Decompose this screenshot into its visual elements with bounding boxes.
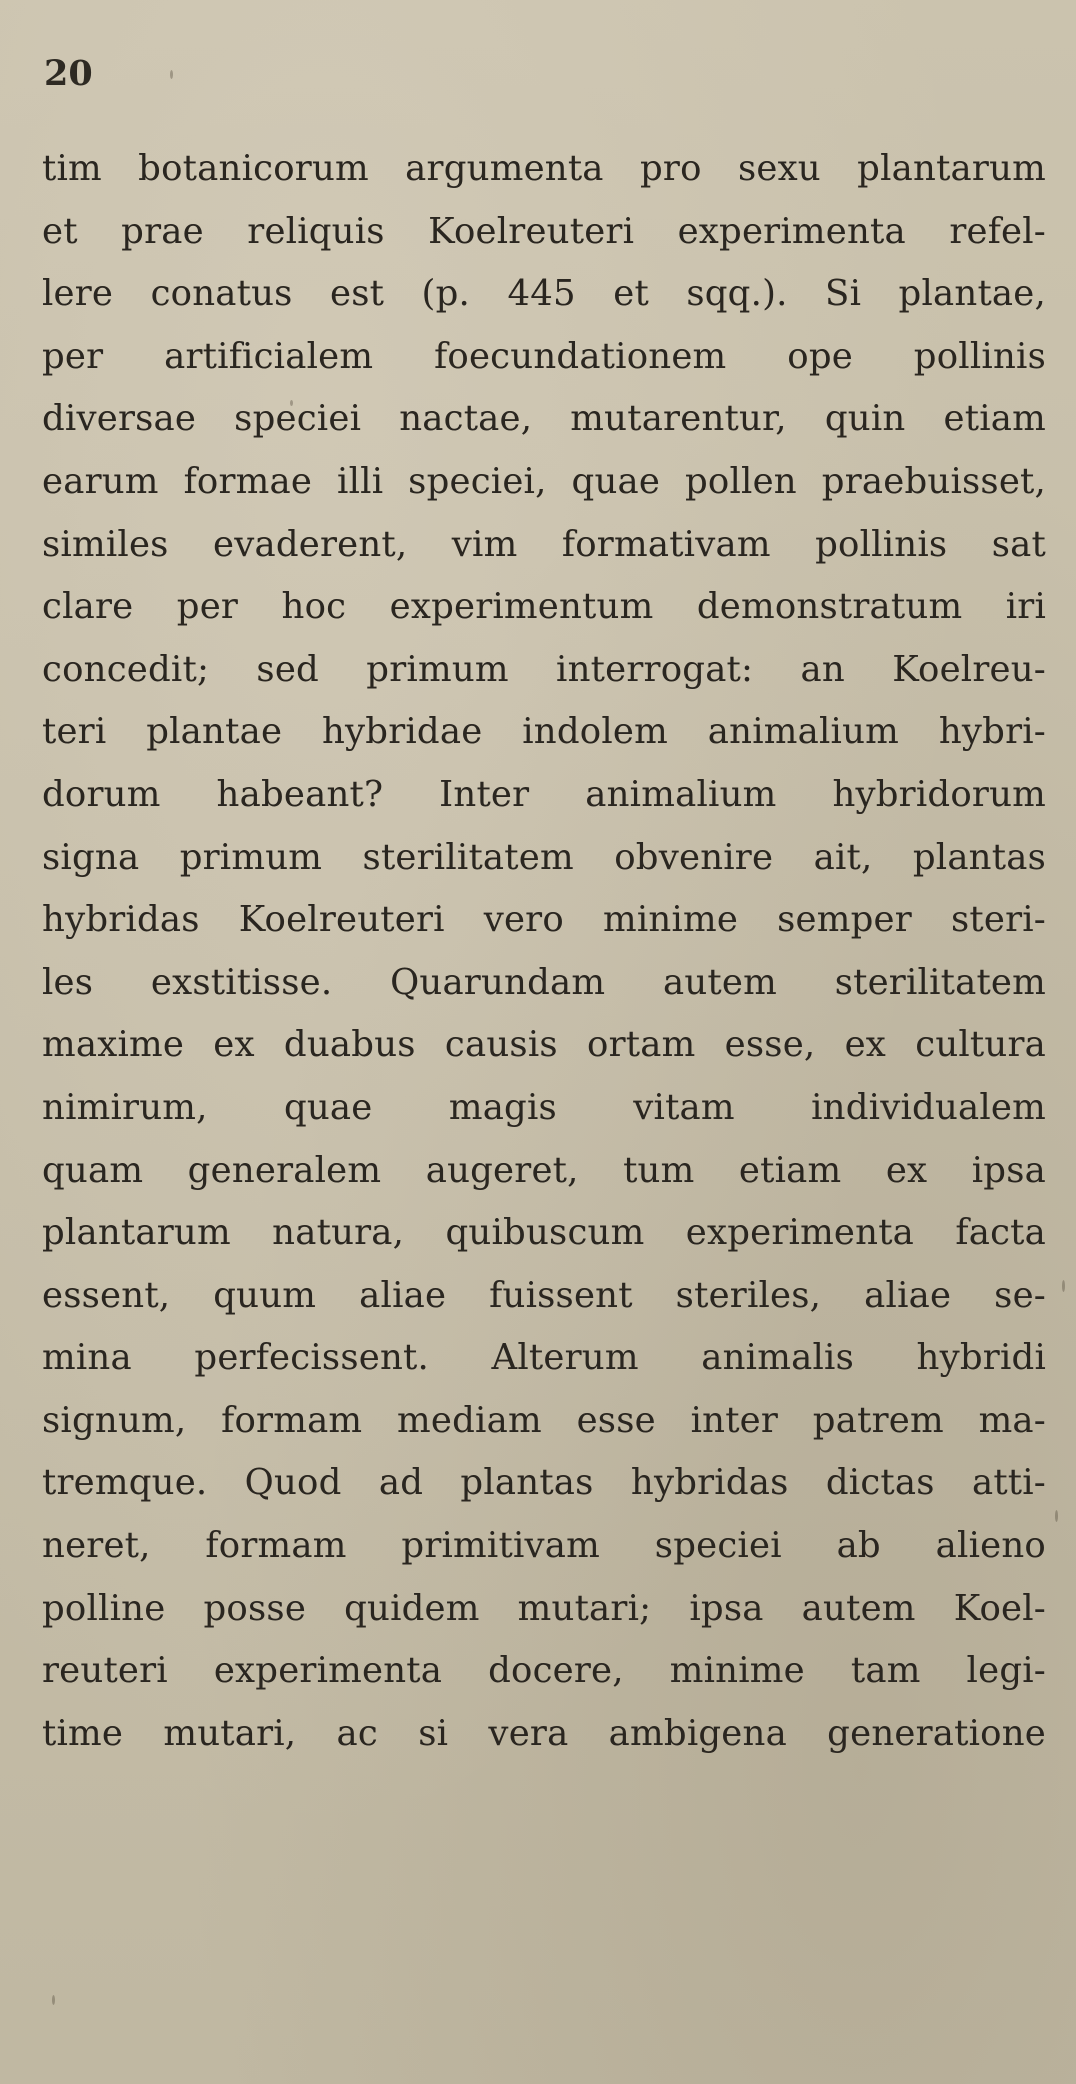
text-line: signa primum sterilitatem obvenire ait, plantas bbox=[42, 836, 1046, 878]
text-line: similes evaderent, vim formativam pollinis sat bbox=[42, 523, 1046, 565]
text-line: et prae reliquis Koelreuteri experimenta refel- bbox=[42, 210, 1046, 252]
text-line: quam generalem augeret, tum etiam ex ipsa bbox=[42, 1149, 1046, 1191]
paper-speck bbox=[1062, 1280, 1065, 1292]
text-line: reuteri experimenta docere, minime tam legi- bbox=[42, 1650, 1046, 1692]
text-line: maxime ex duabus causis ortam esse, ex cultura bbox=[42, 1024, 1046, 1066]
paper-speck bbox=[52, 1995, 55, 2005]
paper-speck bbox=[290, 400, 293, 406]
text-line: hybridas Koelreuteri vero minime semper steri- bbox=[42, 899, 1046, 941]
text-line: nimirum, quae magis vitam individualem bbox=[42, 1086, 1046, 1128]
text-line: polline posse quidem mutari; ipsa autem Koel- bbox=[42, 1587, 1046, 1629]
paper-speck bbox=[170, 70, 173, 79]
text-line: lere conatus est (p. 445 et sqq.). Si plantae, bbox=[42, 273, 1046, 315]
paper-speck bbox=[1055, 1510, 1058, 1522]
text-line: clare per hoc experimentum demonstratum iri bbox=[42, 586, 1046, 628]
text-line: tremque. Quod ad plantas hybridas dictas atti- bbox=[42, 1462, 1046, 1504]
text-line: signum, formam mediam esse inter patrem ma- bbox=[42, 1399, 1046, 1441]
page-number: 20 bbox=[44, 53, 93, 94]
text-line: essent, quum aliae fuissent steriles, aliae se- bbox=[42, 1274, 1046, 1316]
text-line: time mutari, ac si vera ambigena generatione bbox=[42, 1712, 1046, 1754]
text-line: neret, formam primitivam speciei ab alieno bbox=[42, 1525, 1046, 1567]
text-line: diversae speciei nactae, mutarentur, quin etiam bbox=[42, 398, 1046, 440]
text-line: teri plantae hybridae indolem animalium hybri- bbox=[42, 711, 1046, 753]
text-line: dorum habeant? Inter animalium hybridorum bbox=[42, 773, 1046, 815]
text-line: concedit; sed primum interrogat: an Koelreu- bbox=[42, 648, 1046, 690]
text-line: les exstitisse. Quarundam autem sterilitatem bbox=[42, 961, 1046, 1003]
text-line: earum formae illi speciei, quae pollen praebuisset, bbox=[42, 460, 1046, 502]
text-line: plantarum natura, quibuscum experimenta facta bbox=[42, 1212, 1046, 1254]
text-line: mina perfecissent. Alterum animalis hybridi bbox=[42, 1337, 1046, 1379]
text-line: tim botanicorum argumenta pro sexu plantarum bbox=[42, 148, 1046, 189]
body-text bbox=[42, 138, 1046, 1765]
text-line: per artificialem foecundationem ope pollinis bbox=[42, 335, 1046, 377]
